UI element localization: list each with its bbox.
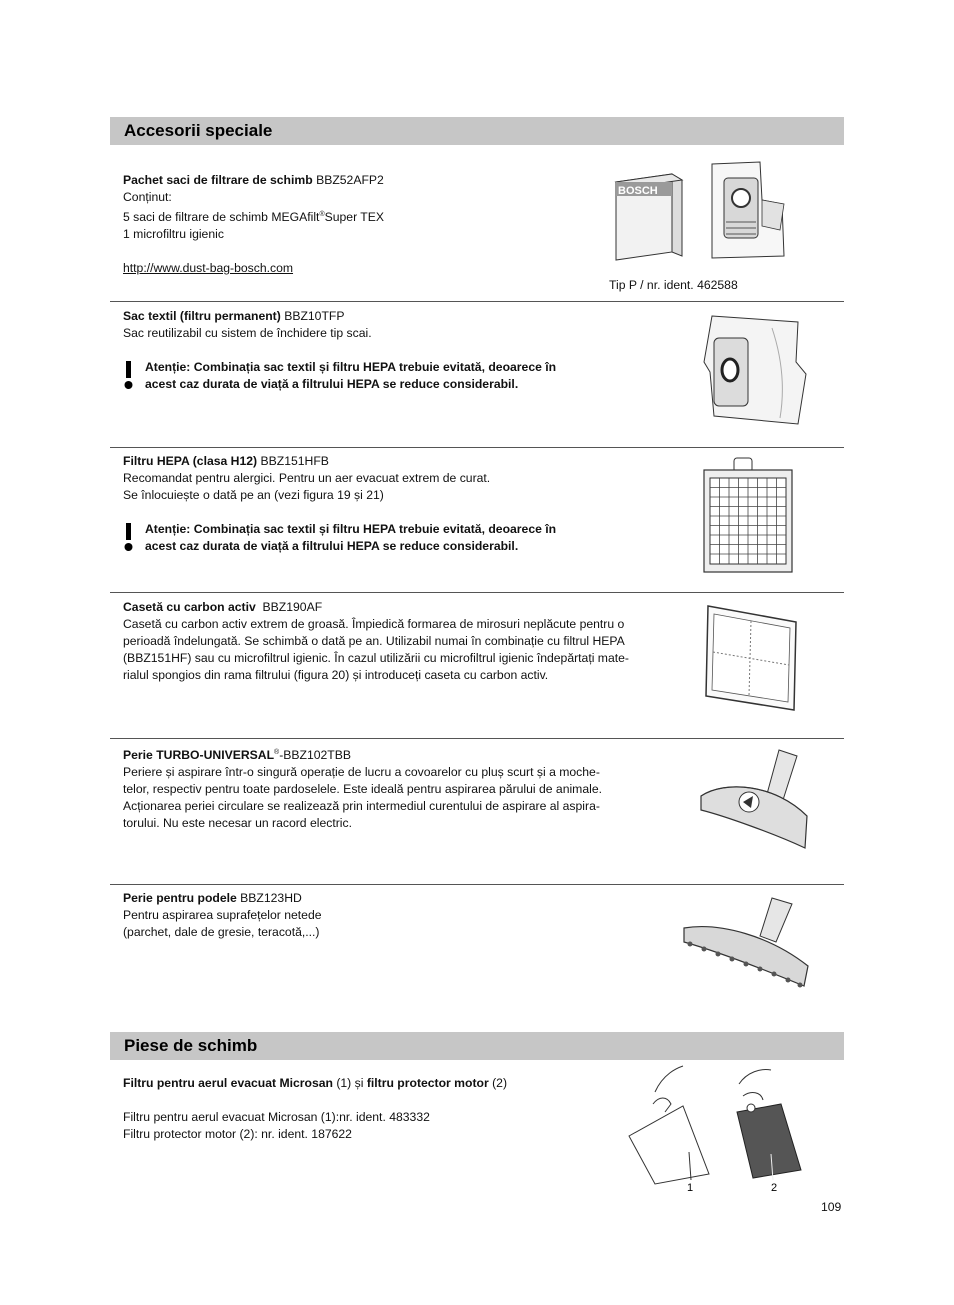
bosch-box-image (616, 174, 682, 260)
warning-text: acest caz durata de viață a filtrului HEPA se reduce considerabil. (145, 377, 519, 391)
item-description: Pentru aspirarea suprafețelor netede (123, 908, 322, 922)
item-description: rialul spongios din rama filtrului (figura 20) și introduceți caseta cu carbon activ. (123, 668, 549, 682)
item-code: BBZ151HFB (260, 454, 329, 468)
item-description: perioadă îndelungată. Se schimbă o dată pe an. Utilizabil numai în combinație cu filtrul HEPA (123, 634, 625, 648)
item-description: Casetă cu carbon activ extrem de groasă. Împiedică formarea de mirosuri neplăcute pentru o (123, 617, 625, 631)
item-carbon-cassette (123, 599, 683, 684)
item-code: BBZ190AF (262, 600, 323, 614)
item-description: telor, respectiv pentru toate pardoselele. Este ideală pentru aspirarea părului de animale. (123, 782, 602, 797)
conjunction: și (354, 1076, 364, 1090)
textile-bag-image (700, 312, 810, 427)
bosch-logo: BOSCH (618, 185, 658, 197)
carbon-cassette-image (702, 604, 802, 712)
website-link[interactable]: http://www.dust-bag-bosch.com (123, 261, 294, 276)
filter-bag-caption: Tip P / nr. ident. 462588 (609, 278, 738, 292)
item-name: Pachet saci de filtrare de schimb (123, 173, 313, 187)
item-code: BBZ52AFP2 (316, 173, 384, 187)
item-name: Sac textil (filtru permanent) (123, 309, 281, 323)
figure-ref: (1) (336, 1076, 352, 1090)
figure-label-2: 2 (771, 1182, 778, 1194)
content-label: Conținut: (123, 190, 172, 204)
warning-note (123, 521, 683, 555)
hepa-filter-image (700, 456, 800, 576)
item-turbo-brush: Perie TURBO-UNIVERSAL®-BBZ102TBB Periere și aspirare într-o singură operație de lucru a covoarelor cu pluș scurt și a moche- telor, respectiv pentru toate pardoselele. Este ideală pentru aspirarea părului de animale. Acționarea periei circulare se realizează prin intermediul curentului de aspirare al aspira- torului. Nu este necesar un racord electric. (123, 744, 683, 832)
item-description: Sac reutilizabil cu sistem de închidere tip scai. (123, 326, 372, 340)
section-header-accessories (110, 117, 844, 145)
filter-bag-image (712, 162, 784, 258)
warning-text: acest caz durata de viață a filtrului HEPA se reduce considerabil. (145, 539, 519, 553)
item-filter-bags: Pachet saci de filtrare de schimb BBZ52AFP2 Conținut: 5 saci de filtrare de schimb MEGAfilt®Super TEX 1 microfiltru igienic http://www.dust-bag-bosch.com (123, 173, 384, 276)
item-code: -BBZ102TBB (279, 748, 351, 763)
item-name: Casetă cu carbon activ (123, 600, 256, 614)
part-number-line: Filtru pentru aerul evacuat Microsan (1):nr. ident. 483332 (123, 1110, 430, 1124)
microsan-filter-image (629, 1066, 709, 1184)
item-code: BBZ123HD (240, 891, 302, 905)
item-description: Recomandat pentru alergici. Pentru un aer evacuat extrem de curat. (123, 471, 491, 485)
section-title: Piese de schimb (124, 1036, 258, 1055)
part-number-line: Filtru protector motor (2): nr. ident. 187622 (123, 1127, 352, 1141)
section-header-spare-parts (110, 1032, 844, 1060)
floor-brush-image (680, 892, 815, 994)
section-title: Accesorii speciale (124, 121, 273, 140)
item-name: Filtru pentru aerul evacuat Microsan (123, 1076, 333, 1090)
content-line: 1 microfiltru igienic (123, 227, 224, 242)
content-line-suffix: Super TEX (324, 210, 384, 225)
item-floor-brush (123, 890, 683, 941)
divider (110, 301, 844, 302)
figure-ref: (2) (492, 1076, 508, 1090)
motor-filter-image (737, 1070, 801, 1180)
warning-icon (124, 361, 134, 391)
spare-filters-illustration (625, 1064, 820, 1196)
figure-label-1: 1 (687, 1182, 694, 1194)
warning-note (123, 359, 683, 393)
divider (110, 592, 844, 593)
item-description: (BBZ151HF) sau cu microfiltrul igienic. În cazul utilizării cu microfiltrul igienic îndepărtați mate- (123, 651, 629, 665)
item-name: Filtru HEPA (clasa H12) (123, 454, 258, 468)
item-description: Se înlocuiește o dată pe an (vezi figura 19 și 21) (123, 488, 384, 502)
warning-icon (124, 523, 134, 553)
filter-bags-illustration (612, 160, 812, 265)
content-line: 5 saci de filtrare de schimb MEGAfilt (123, 210, 320, 225)
turbo-brush-image (695, 744, 815, 856)
page-number: 109 (821, 1200, 842, 1214)
item-hepa-filter (123, 453, 683, 555)
item-name: Perie pentru podele (123, 891, 237, 905)
item-code: BBZ10TFP (284, 309, 345, 323)
item-description: torului. Nu este necesar un racord electric. (123, 816, 352, 831)
item-description: Acționarea periei circulare se realizează prin intermediul curentului de aspirare al aspira- (123, 799, 600, 814)
item-name: filtru protector motor (366, 1076, 489, 1090)
item-description: (parchet, dale de gresie, teracotă,...) (123, 925, 320, 939)
item-description: Periere și aspirare într-o singură operație de lucru a covoarelor cu pluș scurt și a moche- (123, 765, 600, 780)
warning-text: Atenție: Combinația sac textil și filtru HEPA trebuie evitată, deoarece în (145, 522, 557, 536)
divider (110, 447, 844, 448)
item-textile-bag (123, 308, 683, 393)
warning-text: Atenție: Combinația sac textil și filtru HEPA trebuie evitată, deoarece în (145, 360, 557, 374)
divider (110, 884, 844, 885)
item-name: Perie TURBO-UNIVERSAL (123, 748, 275, 763)
divider (110, 738, 844, 739)
item-spare-filters (123, 1075, 603, 1143)
